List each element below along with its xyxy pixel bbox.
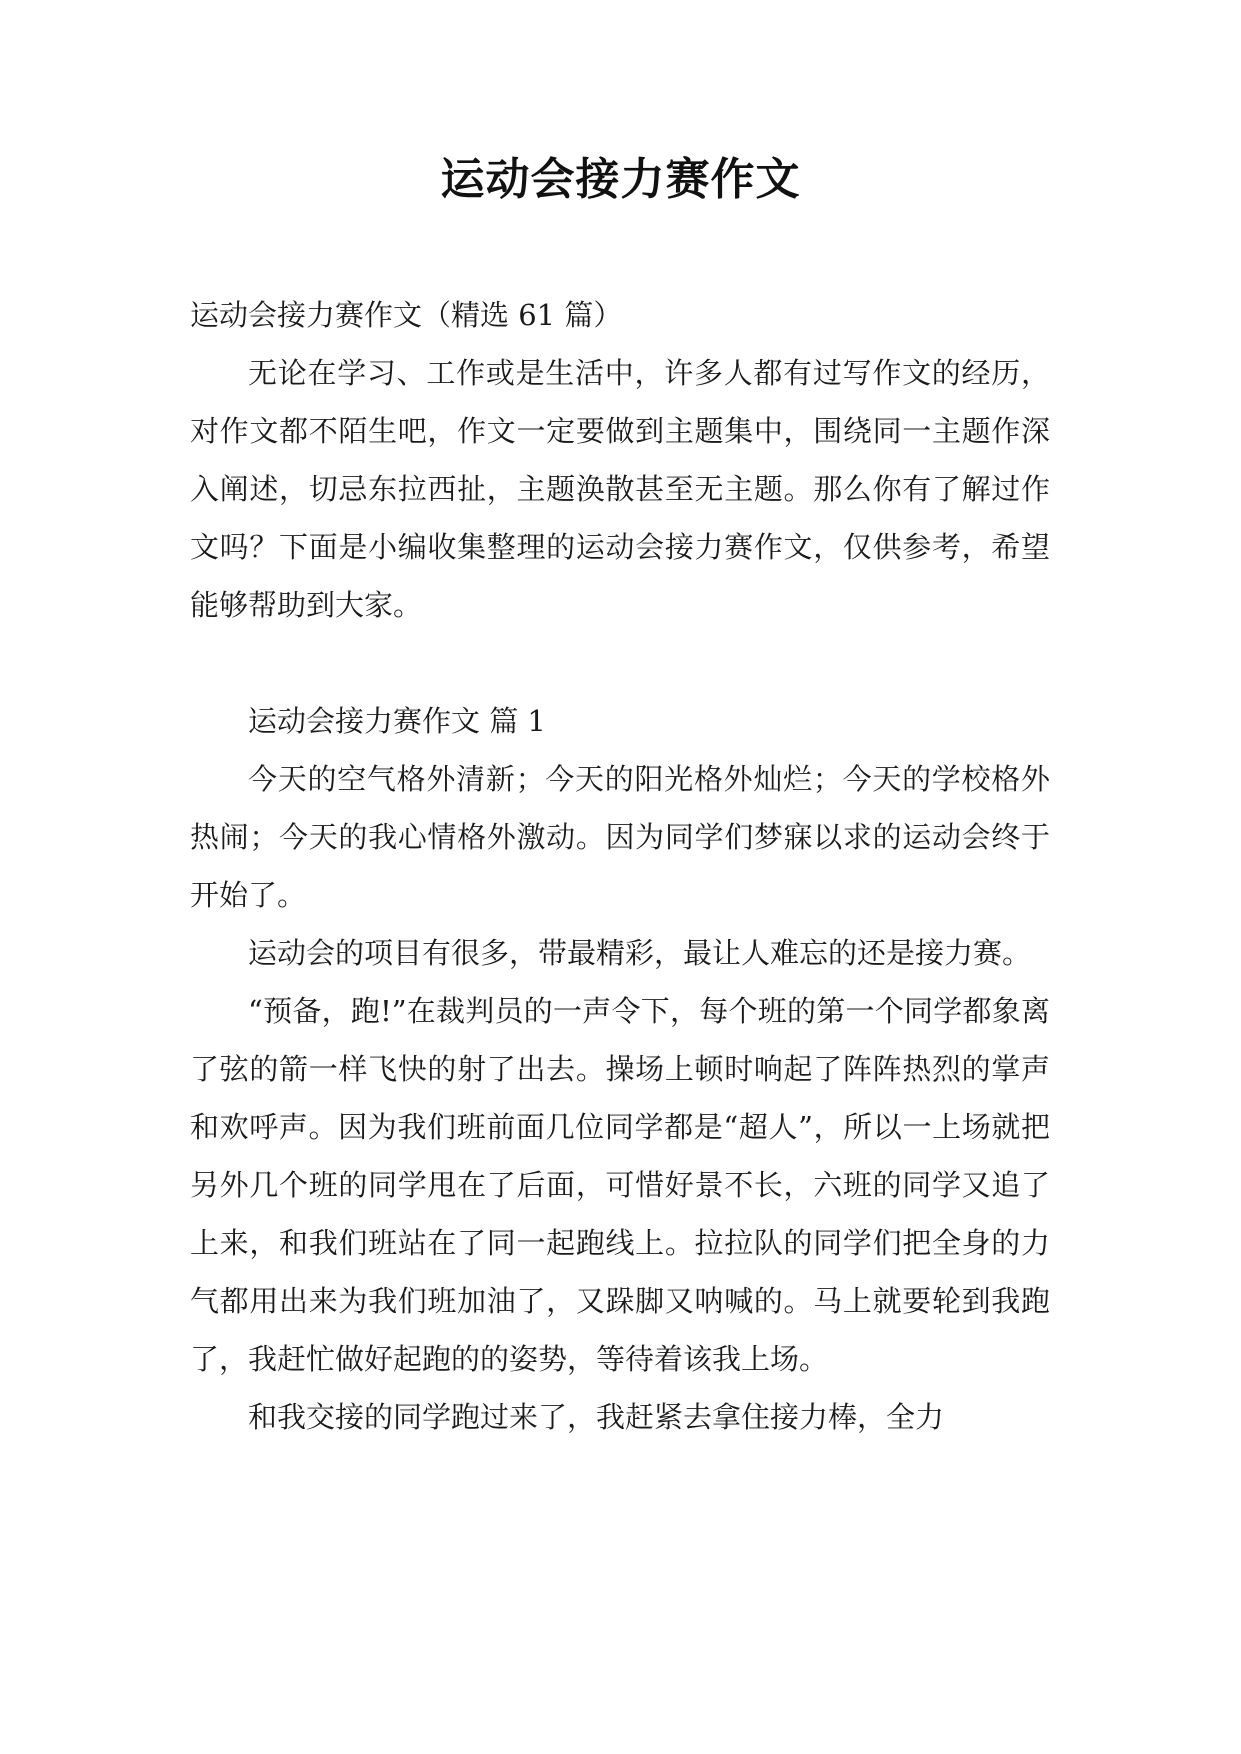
- intro-paragraph: 无论在学习、工作或是生活中，许多人都有过写作文的经历，对作文都不陌生吧，作文一定要做到主题集中，围绕同一主题作深入阐述，切忌东拉西扯，主题涣散甚至无主题。那么你有了解过作文吗？下面是小编收集整理的运动会接力赛作文，仅供参考，希望能够帮助到大家。: [190, 356, 1050, 622]
- paragraph-spacer: [190, 634, 1050, 692]
- document-body: [190, 286, 1050, 1446]
- section-heading: 运动会接力赛作文 篇 1: [248, 704, 546, 738]
- document-subtitle: 运动会接力赛作文（精选 61 篇）: [190, 298, 623, 332]
- body-paragraph-4: 和我交接的同学跑过来了，我赶紧去拿住接力棒，全力: [248, 1400, 945, 1434]
- body-paragraph-3: “预备，跑!”在裁判员的一声令下，每个班的第一个同学都象离了弦的箭一样飞快的射了出去。操场上顿时响起了阵阵热烈的掌声和欢呼声。因为我们班前面几位同学都是“超人”，所以一上场就把另外几个班的同学甩在了后面，可惜好景不长，六班的同学又追了上来，和我们班站在了同一起跑线上。拉拉队的同学们把全身的力气都用出来为我们班加油了，又跺脚又呐喊的。马上就要轮到我跑了，我赶忙做好起跑的的姿势，等待着该我上场。: [190, 994, 1050, 1376]
- body-paragraph-2: 运动会的项目有很多，带最精彩，最让人难忘的还是接力赛。: [248, 936, 1032, 970]
- document-title: 运动会接力赛作文: [440, 154, 801, 205]
- body-paragraph-1: 今天的空气格外清新；今天的阳光格外灿烂；今天的学校格外热闹；今天的我心情格外激动。因为同学们梦寐以求的运动会终于开始了。: [190, 762, 1050, 912]
